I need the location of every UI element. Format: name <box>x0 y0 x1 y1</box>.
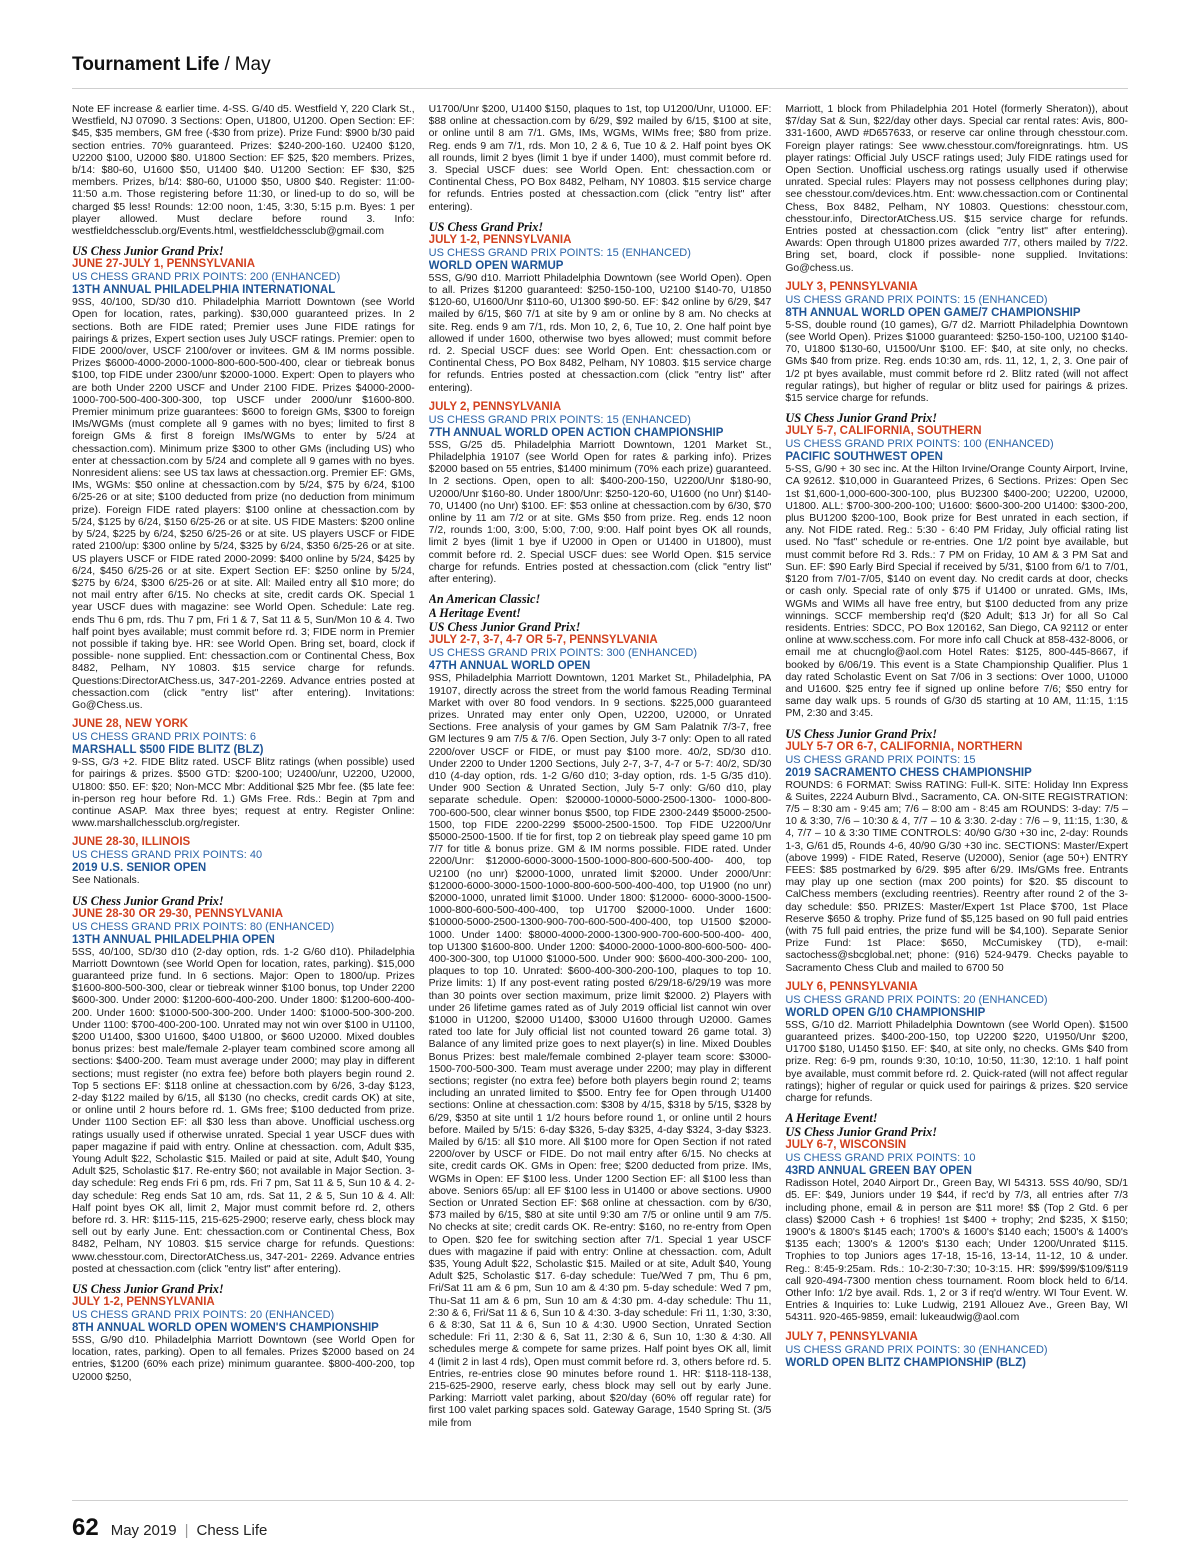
event-title: 2019 SACRAMENTO CHESS CHAMPIONSHIP <box>785 766 1032 779</box>
tournament-entry <box>785 1331 1128 1370</box>
tournament-entry <box>72 894 415 1276</box>
column-2 <box>429 104 772 1492</box>
event-details: 9SS, 40/100, SD/30 d10. Philadelphia Marriott Downtown (see World Open for location, rates, parking). $30,000 guaranteed prizes. In 2 sections. Both are FIDE rated; Premier uses June FIDE ratings for pairings & prizes, Expert section uses July USCF ratings. Premier: open to FIDE 2000/over, USCF 2100/over or invitees. GM & IM norms possible. Prizes $6000-4000-2000-1000-800-600-500-400, clear or tiebreak bonus $100, top FIDE under 2300/unr $2000-1000. Expert: Open to players who are both Under 2200 USCF and Under 2100 FIDE. Prizes $4000-2000-1000-700-500-400-300-300, top USCF under 2000/unr $1600-800. Premier minimum prize guarantees: $600 to foreign GMs, $300 to foreign IMs/WGMs (must complete all 9 games with no byes; limited to first 8 foreign GMs & first 8 foreign IMs/WGMs to enter by 5/24 at chessaction.com). Minimum prize $300 to other GMs (including US) who enter at chessaction.com by 5/24 and complete all 9 games with no byes. Nonresident aliens: see US tax laws at chessaction.org. Premier EF: GMs, IMs, WGMs: $50 online at chessaction.com by 5/24, $75 by 6/24, $100 6/25-26 or at site; $100 deducted from prize (no deduction from minimum prize). Foreign FIDE rated players: $100 online at chessaction.com by 5/24, $125 by 6/24, $150 6/25-26 or at site. US FIDE Masters: $200 online by 5/24, $225 by 6/24, $250 6/25-26 or at site. US players USCF or FIDE rated 2100/up: $300 online by 5/24, $325 by 6/24, $350 6/25-26 or at site. US players USCF or FIDE rated 2000-2099: $400 online by 5/24, $425 by 6/24, $450 6/25-26 or at site. Expert Section EF: $250 online by 5/24, $275 by 6/24, $300 6/25-26 or at site. All: Mailed entry all $10 more; do not mail entry after 6/15. No checks at site, credit cards OK. Special 1 year USCF dues with magazine: see World Open. Schedule: Late reg. ends Thu 6 pm, rds. Thu 7 pm, Fri 1 & 7, Sat 11 & 5, Sun/Mon 10 & 4. Two half point byes available; must commit before rd. 3; FIDE norm in Premier not possible if taking bye. HR: see World Open. Bring set, board, clock if possible- none supplied. Ent: chessaction.com or Continental Chess, Box 8482, Pelham, NY 10803. $15 service charge for refunds. Questions:DirectorAtChess.us, 347-201-2269. Advance entries posted at chessaction.com (click "entry list" after entering). Invitations: Go@Chess.us. <box>72 297 415 711</box>
event-date: JULY 2-7, 3-7, 4-7 OR 5-7, PENNSYLVANIA <box>428 634 658 647</box>
tournament-entry <box>429 592 772 1430</box>
column-3 <box>785 104 1128 1492</box>
page-footer <box>72 1500 1128 1542</box>
grand-prix-points: US CHESS GRAND PRIX POINTS: 15 (ENHANCED) <box>428 413 691 426</box>
event-title: 43RD ANNUAL GREEN BAY OPEN <box>785 1165 972 1178</box>
tournament-entry <box>785 1111 1128 1324</box>
event-title: 13TH ANNUAL PHILADELPHIA OPEN <box>72 933 275 946</box>
event-tag: US Chess Junior Grand Prix! <box>785 1125 938 1140</box>
event-tags <box>785 411 1128 425</box>
section-month: May <box>234 54 271 75</box>
grand-prix-points: US CHESS GRAND PRIX POINTS: 40 <box>72 849 263 862</box>
event-tag: US Chess Grand Prix! <box>428 219 544 234</box>
event-tag: US Chess Junior Grand Prix! <box>72 1282 224 1297</box>
event-details: 5-SS, G/90 + 30 sec inc. At the Hilton Irvine/Orange County Airport, Irvine, CA 92612. $10,000 in Guaranteed Prizes, 6 Sections. Prizes: Open Sec 1st $1,600-1,000-600-300-100, plus BU2300 $400-200; U2200, U2000, U1800. ALL: $700-300-200-100; U1600: $600-300-200 U1400: $300-200, plus BU1200 $200-100, Book prize for Best unrated in each section, if any. Not FIDE rated. Reg.: 5:30 - 6:40 PM Friday, July official rating list used. No "fast" schedule or re-entries. One 1/2 point bye available, but must commit before Rd 3. Rds.: 7 PM on Friday, 10 AM & 3 PM Sat and Sun. EF: $90 Early Bird Special if received by 5/31, $100 from 6/1 to 7/01, $120 from 7/01-7/05, $140 on event day. No credit cards at door, checks or cash only. Special rate of only $75 if U1400 or unrated. GMs, IMs, WGMs and WIMs all have free entry, but $100 deducted from any prize winnings. SCCF membership req'd ($20 Adult; $13 Jr) for all So Cal residents. Entries: SDCC, PO Box 120162, San Diego, CA 92112 or enter online at www.scchess.com. For more info call Chuck at 858-432-8006, or email me at chucnglo@aol.com Hotel Rates: $125, 800-445-8667, if booked by 6/06/19. This event is a State Championship Qualifier. Plus 1 day rated Scholastic Event on Sat 7/06 in 3 sections: Over 1000, U1000 and U1600. $25 entry fee if signed up online before 7/6; $50 entry for same day walk ups. 5 rounds of G/30 d5 starting at 10 AM, 11:15, 1:15 PM, 2:30 and 3:45. <box>785 464 1128 720</box>
event-details: 5SS, G/25 d5. Philadelphia Marriott Downtown, 1201 Market St., Philadelphia 19107 (see World Open for rates & parking info). Prizes $2000 based on 55 entries, $1400 minimum (70% each prize) guaranteed. In 2 sections. Open, open to all: $400-200-150, U2200/Unr $180-90, U2000/Unr $160-80. Under 1800/Unr: $250-120-60, U1600 (no Unr) $140-70, U1400 (no Unr) $100. EF: $53 online at chessaction.com by 6/30, $70 online by 11 am 7/2 or at site. GMs $50 from prize. Reg. ends 12 noon 7/2, rounds 1:00, 3:00, 5:00, 7:00, 9:00. Half point byes OK all rounds, limit 2 byes (limit 1 bye if U2000 in Open or U1400 in U1800), must commit before rd. 2. Special USCF dues: see World Open. $15 service charge for refunds. Entries posted at chessaction.com (click "entry list" after entering). <box>428 439 772 586</box>
tournament-entry <box>72 244 415 712</box>
tournament-entry <box>72 1282 415 1384</box>
event-tags <box>72 1282 415 1296</box>
event-tags <box>72 244 415 258</box>
header-separator: / <box>224 54 230 75</box>
event-details: ROUNDS: 6 FORMAT: Swiss RATING: Full-K. SITE: Holiday Inn Express & Suites, 2224 Auburn Blvd., Sacramento, CA. ON-SITE REGISTRATION: 7/5 – 8:30 am - 9:45 am; 7/6 – 8:00 am - 8:45 am ROUNDS: 3-day: 7/5 – 10 & 3:30, 7/6 – 10:30 & 4, 7/7 – 10 & 3:30. 2-day : 7/6 – 9, 11:15, 1:30, & 4, 7/7 – 10 & 3:30 TIME CONTROLS: 40/90 G/30 +30 inc, 2-day: Rounds 1-3, G/61 d5, Rounds 4-6, 40/90 G/30 +30 inc. SECTIONS: Master/Expert (above 1999) - FIDE Rated, Reserve (U2000), Senior (age 50+) ENTRY FEES: $85 postmarked by 6/29. $95 after 6/29. IMs/GMs free. Entrants may play up one section (max 200 points) for $20. $5 discount to CalChess members (excluding reentries). Reentry after round 2 of the 3-day schedule: $50. PRIZES: Master/Expert 1st Place $700, 1st Place Reserve $650 & trophy. Prize fund of $5,125 based on 90 full paid entries (with 75 full paid entries, the prize fund will be $4,100). Separate Senior Prize Fund: 1st Place: $650, McCumiskey (TD), e-mail: sactochess@sbcglobal.net; phone: (916) 524-9479. Checks payable to Sacramento Chess Club and mailed to 6700 50 <box>785 779 1128 974</box>
event-details: Marriott, 1 block from Philadelphia 201 Hotel (formerly Sheraton)), about $7/day Sat & Sun, $22/day other days. Special car rental rates: Avis, 800-331-1600, AWD #D657633, or reserve car online through chesstour.com. Foreign player ratings: See www.chesstour.com/foreignratings. htm. US player ratings: Official July USCF ratings used; July FIDE ratings used for Open Section. Unofficial uschess.org ratings usually used if otherwise unrated. Special rules: Players may not possess cellphones during play; see chesstour.com/devices.htm. Ent: www.chessaction.com or Continental Chess, Box 8482, Pelham, NY 10803. Questions: chesstour.com, chesstour.info, DirectorAtChess.US. $15 service charge for refunds. Entries posted at chessaction.com (click "entry list" after entering). Awards: Open through U1800 prizes awarded 7/7, others mailed by 7/22. Bring set, board, clock if possible- none supplied. Invitations: Go@chess.us. <box>785 104 1128 274</box>
event-title: 2019 U.S. SENIOR OPEN <box>72 862 207 875</box>
event-tags <box>72 894 415 908</box>
event-title: MARSHALL $500 FIDE BLITZ (BLZ) <box>72 744 264 757</box>
event-tags <box>785 1111 1128 1139</box>
issue-date: May 2019 <box>110 1522 177 1539</box>
grand-prix-points: US CHESS GRAND PRIX POINTS: 10 <box>785 1152 976 1165</box>
event-title: WORLD OPEN G/10 CHAMPIONSHIP <box>785 1006 986 1019</box>
event-tag: US Chess Junior Grand Prix! <box>428 620 581 635</box>
grand-prix-points: US CHESS GRAND PRIX POINTS: 200 (ENHANCED) <box>72 271 341 284</box>
grand-prix-points: US CHESS GRAND PRIX POINTS: 20 (ENHANCED) <box>785 993 1048 1006</box>
event-title: WORLD OPEN BLITZ CHAMPIONSHIP (BLZ) <box>785 1356 1026 1369</box>
event-title: 7TH ANNUAL WORLD OPEN ACTION CHAMPIONSHIP <box>428 426 724 439</box>
grand-prix-points: US CHESS GRAND PRIX POINTS: 6 <box>72 731 256 744</box>
event-details: Radisson Hotel, 2040 Airport Dr., Green Bay, WI 54313. 5SS 40/90, SD/1 d5. EF: $49, Juniors under 19 $44, if rec'd by 7/3, all entries after 7/3 including phone, email & in person are $11 more! $$ (Top 2 Gtd. 6 per class) $2000 Cash + 6 trophies! 1st $400 + trophy; 2nd $235, X $150; 1900's & 1800's $145 each; 1700's & 1600's $140 each; 1500's & 1400's $135 each; 1300's & 1200's $130 each; Under 1200/Unrated $115. Trophies to top Juniors ages 17-18, 15-16, 13-14, 11-12, 10 & under. Reg.: 8:45-9:25am. Rds.: 10-2:30-7:30; 10-3:15. HR: $99/$99/$109/$119 call 920-494-7300 mention chess tournament. Room block held to 6/14. Other Info: 1/2 bye avail. Rds. 1, 2 or 3 if req'd w/entry. WI Tour Event. W. Entries & Inquiries to: Luke Ludwig, 2191 Allouez Ave., Green Bay, WI 54311. 920-465-9859, email: lukeaudwig@aol.com <box>785 1178 1128 1324</box>
grand-prix-points: US CHESS GRAND PRIX POINTS: 80 (ENHANCED) <box>72 920 335 933</box>
grand-prix-points: US CHESS GRAND PRIX POINTS: 100 (ENHANCED) <box>785 438 1054 451</box>
page-header <box>72 54 1128 89</box>
event-tag: US Chess Junior Grand Prix! <box>785 411 938 426</box>
page-number: 62 <box>72 1514 99 1541</box>
event-date: JULY 5-7, CALIFORNIA, SOUTHERN <box>785 425 982 438</box>
grand-prix-points: US CHESS GRAND PRIX POINTS: 15 (ENHANCED) <box>428 246 691 259</box>
event-date: JUNE 28-30 OR 29-30, PENNSYLVANIA <box>72 907 284 920</box>
event-date: JULY 7, PENNSYLVANIA <box>785 1330 918 1343</box>
listings-columns <box>72 104 1128 1492</box>
event-date: JULY 5-7 OR 6-7, CALIFORNIA, NORTHERN <box>785 740 1023 753</box>
tournament-entry <box>429 104 772 214</box>
grand-prix-points: US CHESS GRAND PRIX POINTS: 30 (ENHANCED) <box>785 1343 1048 1356</box>
section-title: Tournament Life <box>72 54 220 75</box>
event-date: JULY 3, PENNSYLVANIA <box>785 280 918 293</box>
event-tags <box>429 592 772 634</box>
event-details: Note EF increase & earlier time. 4-SS. G/40 d5. Westfield Y, 220 Clark St., Westfield, NJ 07090. 3 Sections: Open, U1800, U1200. Open Section: EF: $45, $35 members, GM free (-$30 from prize). Prize Fund: $900 b/30 paid section entries. 70% guaranteed. Prizes: $240-200-160. U2400 $120, U2200 $100, U2000 $80. U1800 Section: EF $25, $20 members. Prizes, b/14: $80-60, U1600 $50, U1400 $40. U1200 Section: EF $30, $25 members. Prizes, b/14: $80-60, U1000 $50, U800 $40. Register: 11:00-11:50 a.m. Those registering before 11:30, or lined-up to do so, will be charged $5 less! Rounds: 12:00 noon, 1:45, 3:30, 5:15 p.m. Byes: 1 per player allowed. Must declare before round 3. Info: westfieldchessclub.org/Events.html, westfieldchessclub@gmail.com <box>72 104 415 238</box>
event-details: 9SS, Philadelphia Marriott Downtown, 1201 Market St., Philadelphia, PA 19107, directly across the street from the world famous Reading Terminal Market with over 80 food vendors. In 9 sections. $225,000 guaranteed prizes. Unrated may enter only Open, U2200, U2000, or Unrated Sections. Free analysis of your games by GM Sam Palatnik 7/3-7, free GM lectures 9 am 7/5 & 7/6. Open Section, July 3-7 only: Open to all rated 2200/over USCF or FIDE, or must pay $100 more. 40/2, SD/30 d10. Under 2200 to Under 1200 Sections, July 2-7, 3-7, 4-7 or 5-7: 40/2, SD/30 d10 (4-day option, rds. 1-2 G/60 d10; 3-day option, rds. 1-5 G/35 d10). Under 900 Section & Unrated Section, July 5-7 only: G/60 d10, play separate schedule. Open: $20000-10000-5000-2500-1300- 1000-800-700-600-500, clear winner bonus $500, top FIDE 2300-2449 $5000-2500-1500, top FIDE 2200-2299 $5000-2500-1500. Top FIDE U2200/Unr $5000-2500-1500. If tie for first, top 2 on tiebreak play speed game 10 pm 7/7 for title & bonus prize. GM & IM norms possible. FIDE rated. Under 2200/Unr: $12000-6000-3000-1500-1000-800-600-500-400- 400, top U2100 (no unr) $2000-1000, unrated limit $2000. Under 2000/Unr: $12000-6000-3000-1500-1000-800-600-500-400-400, top U1900 (no unr) $2000-1000, unrated limit $1000. Under 1800: $12000- 6000-3000-1500-1000-800-600-500-400-400, top U1700 $2000-1000. Under 1600: $10000-5000-2500-1300-900-700-600-500-400-400, top U1500 $2000-1000. Under 1400: $8000-4000-2000-1300-900-700-600-500-400- 400, top U1300 $1600-800. Under 1200: $4000-2000-1000-800-600-500- 400-400-300-300, top U1000 $1000-500. Under 900: $600-400-300-200- 100, plaques to top 10. Unrated: $600-400-300-200-100, plaques to top 10. Prize limits: 1) If any post-event rating posted 6/29/18-6/29/19 was more than 30 points over section maximum, prize limit $2000. 2) Players with under 26 lifetime games rated as of July 2019 official list cannot win over $1000 in U1200, $2000 U1400, $3000 U1600 through U2000. Games rated too late for July official list not counted toward 26 game total. 3) Balance of any limited prize goes to next player(s) in line. Mixed Doubles Bonus Prizes: best male/female combined 2-player team score: $3000- 1500-700-500-300. Team must average under 2200; may play in different sections; register (no extra fee) before both players begin round 2; teams including an unrated limited to $500. Entry fee for Open through U1400 sections: Online at chessaction.com: $308 by 4/15, $318 by 5/15, $328 by 6/29, $350 at site until 1 1/2 hours before round 1, or online until 2 hours before. Mailed by 5/15: 6-day $326, 5-day $325, 4-day $324, 3-day $323. Mailed by 6/15: all $10 more. All $100 more for Open Section if not rated 2200/over by USCF or FIDE. Do not mail entry after 6/15. No checks at site, credit cards OK. GMs in Open: free; $200 deducted from prize. IMs, WGMs in Open: EF $100 less. Under 1200 Section EF: all $100 less than above. Seniors 65/up: all EF $100 less in U1400 or above sections. U900 Section or Unrated Section EF: $68 online at chessaction. com by 6/30, $73 mailed by 6/15, $80 at site until 9:30 am 7/5 or online until 9 am 7/5. No checks at site; credit cards OK. Re-entry: $160, no re-entry from Open to Open. $20 fee for switching section after 7/1. Special 1 year USCF dues with magazine if paid with entry: Online at chessaction. com, Adult $35, Young Adult $22, Scholastic $15. Mailed or at site, Adult $40, Young Adult $25, Scholastic $17. 6-day schedule: Tue/Wed 7 pm, Thu 6 pm, Fri/Sat 11 am & 6 pm, Sun 10 am & 4:30 pm. 5-day schedule: Wed 7 pm, Thu-Sat 11 am & 6 pm, Sun 10 am & 4:30 pm. 4-day schedule: Thu 11, 2:30 & 6, Fri/Sat 11 & 6, Sun 10 & 4:30. 3-day schedule: Fri 11, 1:30, 3:30, 6 & 8:30, Sat 11 & 6, Sun 10 & 4:30. U900 Section, Unrated Section schedule: Fri 11, 2:30 & 6, Sat 11, 2:30 & 6, Sun 10, 1:30 & 4:30. All schedules merge & compete for same prizes. Half point byes OK all, limit 4 (limit 2 in last 4 rds), Open must commit before rd. 3, others before rd. 5. Entries, re-entries close 90 minutes before round 1. HR: $118-118-138, 215-625-2900, reserve early, chess block may sell out by early June. Parking: Marriott valet parking, about $20/day (60% off regular rate) for first 100 valet parking spaces sold. Gateway Garage, 1540 Spring St. (3/5 mile from <box>428 673 772 1429</box>
event-tag: US Chess Junior Grand Prix! <box>72 893 224 908</box>
tournament-entry <box>785 727 1128 975</box>
event-details: 5SS, G/10 d2. Marriott Philadelphia Downtown (see World Open). $1500 guaranteed prizes. $400-200-150, top U2200 $220, U1950/Unr $200, U1700 $180, U1450 $150. EF: $40, at site only, no checks. GMs $40 from prize. Reg: 6-9 pm, rounds 9:30, 10:10, 10:50, 11:30, 12:10. 1 half point bye available, must commit before rd. 2. Quick-rated (will not affect regular ratings); higher of regular or quick used for pairings & prizes. $20 service charge for refunds. <box>785 1019 1128 1104</box>
event-tag: US Chess Junior Grand Prix! <box>785 726 938 741</box>
event-date: JULY 2, PENNSYLVANIA <box>428 400 562 413</box>
grand-prix-points: US CHESS GRAND PRIX POINTS: 300 (ENHANCED) <box>428 647 698 660</box>
event-tags <box>429 220 772 234</box>
tournament-entry <box>429 401 772 586</box>
tournament-entry <box>785 411 1128 720</box>
grand-prix-points: US CHESS GRAND PRIX POINTS: 20 (ENHANCED) <box>72 1309 335 1322</box>
tournament-entry <box>785 104 1128 275</box>
event-tag: US Chess Junior Grand Prix! <box>72 244 224 259</box>
event-details: 5SS, G/90 d10. Marriott Philadelphia Downtown (see World Open). Open to all. Prizes $1200 guaranteed: $250-150-100, U2100 $140-70, U1850 $120-60, U1600/Unr $110-60, U1300 $90-50. EF: $42 online by 6/29, $47 mailed by 6/15, $60 7/1 at site by 9 am or online by 8 am. No checks at site. Reg. ends 9 am 7/1, rds. Mon 10, 2, 6, Tue 10, 2. One half point bye allowed if under 1600, otherwise two byes allowed; must commit before rd. 2. Special USCF dues: see World Open. Ent: chessaction.com or Continental Chess, PO Box 8482, Pelham, NY 10803. $15 service charge for refunds. Entries posted at chessaction.com (click "entry list" after entering). <box>428 272 772 394</box>
event-details: 5-SS, double round (10 games), G/7 d2. Marriott Philadelphia Downtown (see World Open). Prizes $1000 guaranteed: $250-150-100, U2100 $140-70, U1800 $130-60, U1500/Unr $100. EF: $40, at site only, no checks. GMs $40 from prize. Reg. ends 10:30 am, rds. 11, 12, 1, 2, 3. One pair of 1/2 pt byes available, must commit before rd 2. Blitz rated (will not affect regular ratings), but higher of regular or blitz used for pairings & prizes. $15 service charge for refunds. <box>785 319 1128 405</box>
event-details: See Nationals. <box>72 875 140 887</box>
event-title: 13TH ANNUAL PHILADELPHIA INTERNATIONAL <box>72 284 336 297</box>
event-title: WORLD OPEN WARMUP <box>428 259 564 272</box>
event-details: 5SS, G/90 d10. Philadelphia Marriott Downtown (see World Open for location, rates, parking). Open to all females. Prizes $2000 based on 24 entries, $1200 (60% each prize) minimum guarantee. $800-400-200, top U2000 $250, <box>72 1335 415 1383</box>
magazine-name: Chess Life <box>196 1522 268 1539</box>
column-1 <box>72 104 415 1492</box>
tournament-entry <box>72 104 415 238</box>
event-date: JULY 1-2, PENNSYLVANIA <box>428 233 572 246</box>
tournament-entry <box>72 718 415 830</box>
event-date: JULY 6, PENNSYLVANIA <box>785 980 918 993</box>
event-date: JUNE 27-JULY 1, PENNSYLVANIA <box>72 258 255 271</box>
event-tags <box>785 727 1128 741</box>
event-tag: A Heritage Event! <box>785 1111 878 1126</box>
event-title: 8TH ANNUAL WORLD OPEN GAME/7 CHAMPIONSHIP <box>785 306 1081 319</box>
event-details: 5SS, 40/100, SD/30 d10 (2-day option, rds. 1-2 G/60 d10). Philadelphia Marriott Downtown (see World Open for location, rates, parking). $15,000 guaranteed prize fund. In 6 sections. Major: Open to 1800/up. Prizes $1600-800-500-300, clear or tiebreak winner $100 bonus, top Under 2200 $600-300. Under 2000: $1200-600-400-200. Under 1800: $1200-600-400-200. Under 1600: $1000-500-300-200. Under 1400: $1000-500-300-200. Under 1100: $700-400-200-100. Unrated may not win over $100 in U1100, $200 U1400, $300 U1600, $400 U1800, or $600 U2000. Mixed doubles bonus prizes: best male/female 2-player team combined score among all sections: $400-200. Team must average under 2000; may play in different sections; must register (no extra fee) before both players begin round 2. Top 5 sections EF: $118 online at chessaction.com by 6/26, 3-day $123, 2-day $122 mailed by 6/15, all $130 (no checks, credit cards OK) at site, or online until 2 hours before rd. 1. GMs free; $100 deducted from prize. Under 1100 Section EF: all $30 less than above. Unofficial uschess.org ratings usually used if otherwise unrated. Special 1 year USCF dues with paper magazine if paid with entry. Online at chessaction. com, Adult $35, Young Adult $22, Scholastic $15. Mailed or paid at site, Adult $40, Young Adult $25, Scholastic $17. Re-entry $60; not available in Major Section. 3-day schedule: Reg ends Fri 6 pm, rds. Fri 7 pm, Sat 11 & 5, Sun 10 & 4. 2-day schedule: Reg ends Sat 10 am, rds. Sat 11, 2 & 5, Sun 10 & 4. All: Half point byes OK all, limit 2, Major must commit before rd. 2, others before rd. 3. HR: $115-115, 215-625-2900; reserve early, chess block may sell out by early June. Ent: chessaction.com or Continental Chess, Box 8482, Pelham, NY 10803. $15 service charge for refunds. Questions: www.chesstour.com, DirectorAtChess.us, 347-201- 2269. Advance entries posted at chessaction.com (click "entry list" after entering). <box>72 946 415 1275</box>
footer-divider: | <box>184 1522 189 1539</box>
event-details: U1700/Unr $200, U1400 $150, plaques to 1st, top U1200/Unr, U1000. EF: $88 online at chessaction.com by 6/29, $92 mailed by 6/15, $100 at site, or online until 8 am 7/1. GMs, IMs, WGMs, WIMs free; $80 from prize. Reg. ends 9 am 7/1, rds. Mon 10, 2 & 6, Tue 10 & 2. Half point byes OK all rounds, limit 2 byes (limit 1 bye if under 1400), must commit before rd. 3. Special USCF dues: see World Open. Ent: chessaction.com or Continental Chess, PO Box 8482, Pelham, NY 10803. $15 service charge for refunds. Entries posted at chessaction.com (click "entry list" after entering). <box>428 104 772 213</box>
event-date: JUNE 28-30, ILLINOIS <box>72 836 191 849</box>
event-title: 47TH ANNUAL WORLD OPEN <box>428 660 591 673</box>
grand-prix-points: US CHESS GRAND PRIX POINTS: 15 (ENHANCED) <box>785 293 1048 306</box>
event-title: PACIFIC SOUTHWEST OPEN <box>785 451 943 464</box>
event-title: 8TH ANNUAL WORLD OPEN WOMEN'S CHAMPIONSHIP <box>72 1322 379 1335</box>
event-tag: An American Classic! <box>428 592 541 607</box>
event-tag: A Heritage Event! <box>428 606 521 621</box>
event-date: JULY 6-7, WISCONSIN <box>785 1139 907 1152</box>
grand-prix-points: US CHESS GRAND PRIX POINTS: 15 <box>785 753 976 766</box>
tournament-entry <box>785 981 1128 1105</box>
tournament-entry <box>429 220 772 395</box>
event-details: 9-SS, G/3 +2. FIDE Blitz rated. USCF Blitz ratings (when possible) used for pairings & prizes. $500 GTD: $200-100; U2400/unr, U2200, U2000, U1800: $50. EF: $20; Non-MCC Mbr: Additional $25 Mbr fee. ($5 late fee: in-person reg hour before Rd. 1.) GMs Free. Rds.: Begin at 7pm and continue ASAP. Max three byes; request at entry. Register Online: www.marshallchessclub.org/register. <box>72 757 415 830</box>
event-date: JUNE 28, NEW YORK <box>72 718 189 731</box>
tournament-entry <box>72 836 415 887</box>
tournament-entry <box>785 281 1128 405</box>
event-date: JULY 1-2, PENNSYLVANIA <box>72 1296 215 1309</box>
